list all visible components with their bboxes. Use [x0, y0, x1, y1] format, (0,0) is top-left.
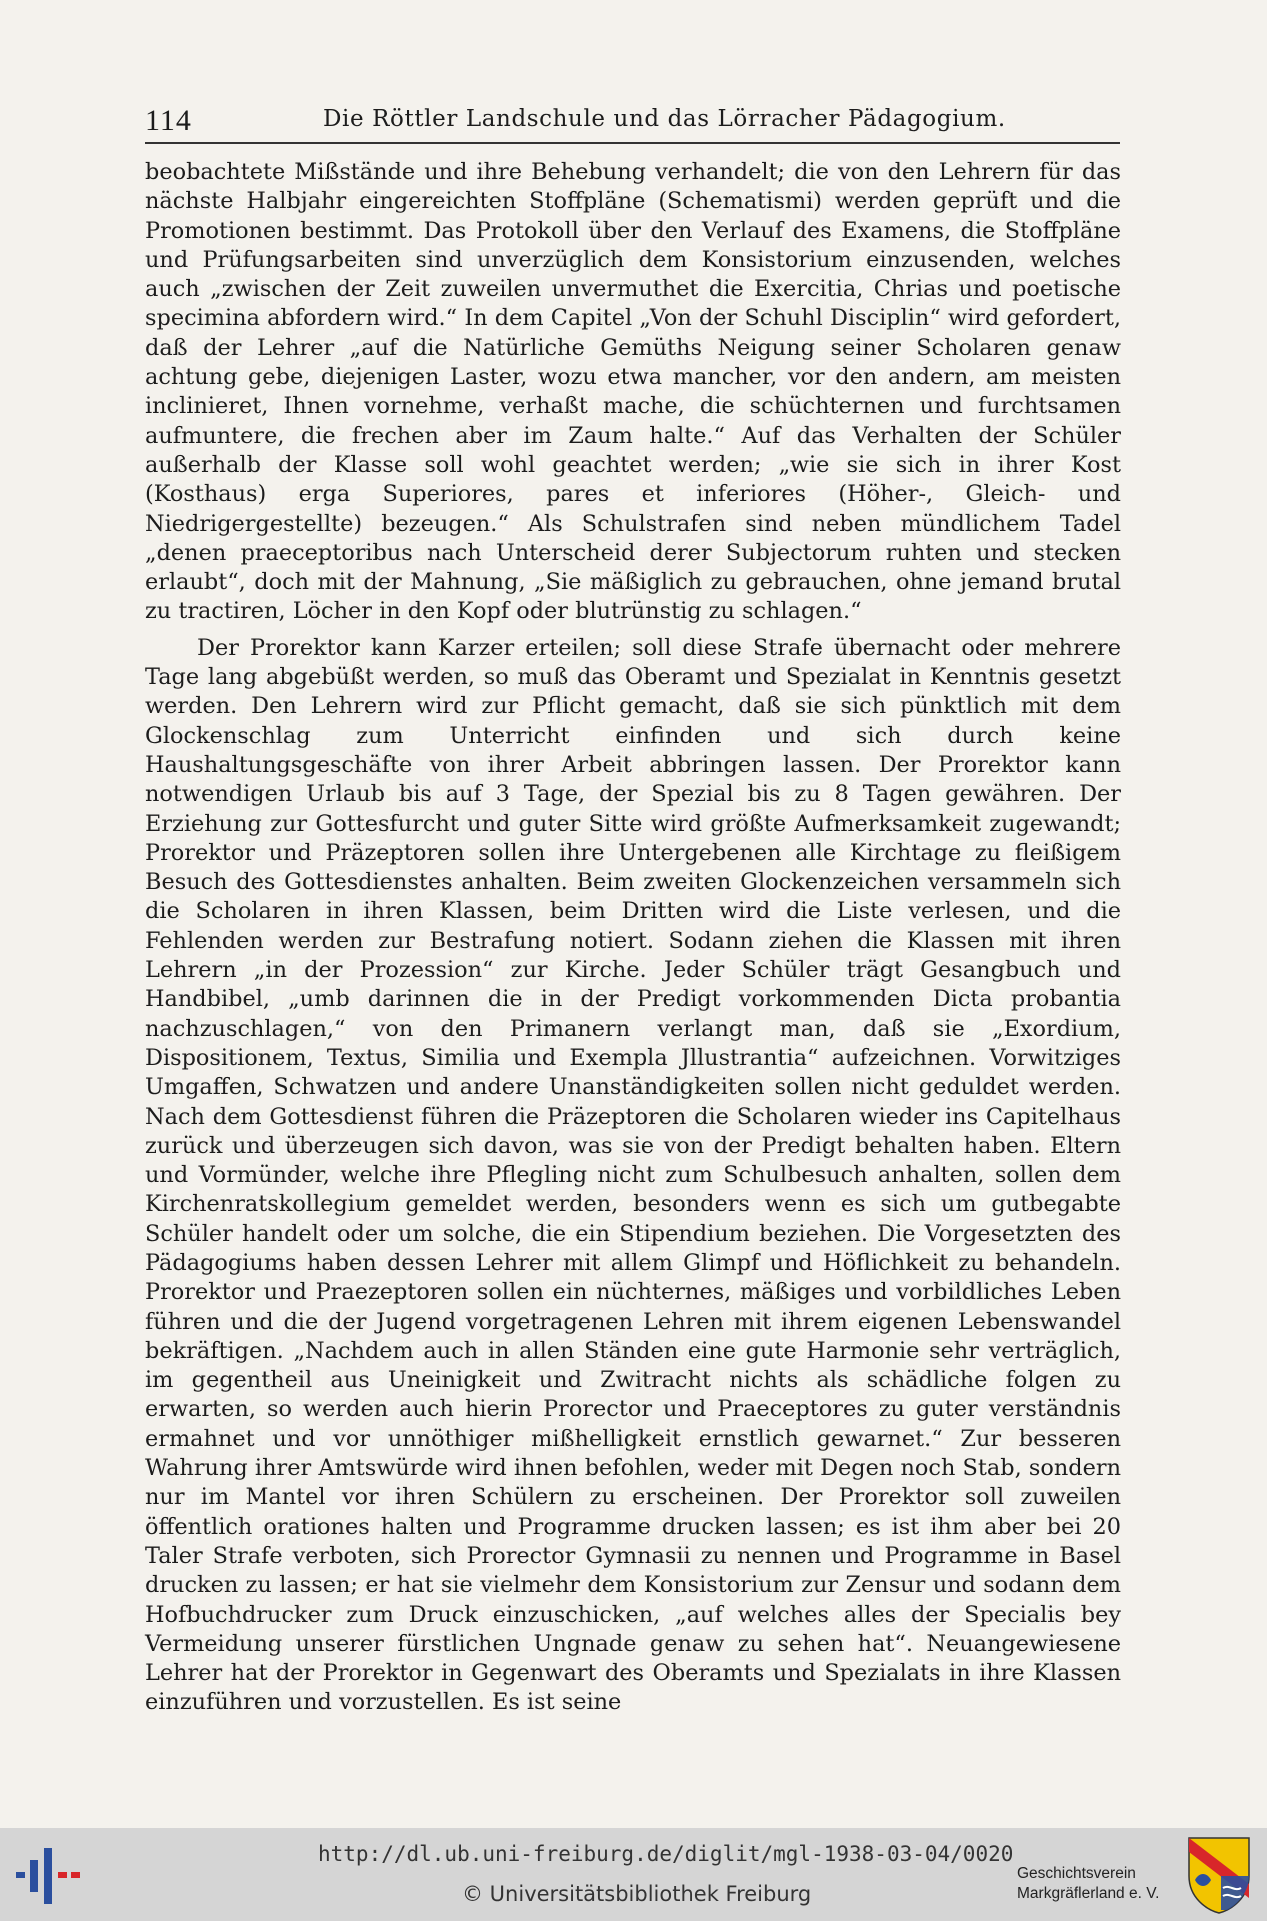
footer-url-link[interactable]: http://dl.ub.uni-freiburg.de/diglit/mgl-1938-03-04/0020: [318, 1842, 1014, 1866]
page-number: 114: [145, 104, 192, 137]
paragraph-1: beobachtete Mißstände und ihre Behebung verhandelt; die von den Lehrern für das nächste Halbjahr eingereichten Stoffpläne (Schematismi) werden geprüft und die Promotionen bestimmt. Das Protokoll über den Verlauf des Examens, die Stoffpläne und Prüfungsarbeiten sind unverzüglich dem Konsistorium einzusenden, welches auch „zwischen der Zeit zuweilen unvermuthet die Exercitia, Chrias und poetische specimina abfordern wird.“ In dem Capitel „Von der Schuhl Disciplin“ wird gefordert, daß der Lehrer „auf die Natürliche Gemüths Neigung seiner Scholaren genaw achtung gebe, diejenigen Laster, wozu etwa mancher, vor den andern, am meisten inclinieret, Ihnen vornehme, verhaßt mache, die schüchternen und furchtsamen aufmuntere, die frechen aber im Zaum halte.“ Auf das Verhalten der Schüler außerhalb der Klasse soll wohl geachtet werden; „wie sie sich in ihrer Kost (Kosthaus) erga Superiores, pares et inferiores (Höher-, Gleich- und Niedrigergestellte) bezeugen.“ Als Schulstrafen sind neben mündlichem Tadel „denen praeceptoribus nach Unterscheid derer Subjectorum ruhten und stecken erlaubt“, doch mit der Mahnung, „Sie mäßiglich zu gebrauchen, ohne jemand brutal zu tractiren, Löcher in den Kopf oder blutrünstig zu schlagen.“: [145, 159, 1121, 625]
body-text: [145, 158, 1121, 1718]
ub-freiburg-logo-icon: [14, 1848, 82, 1904]
society-crest-icon: [1187, 1836, 1251, 1914]
header-rule: [145, 142, 1120, 144]
society-line-1: Geschichtsverein: [1017, 1865, 1136, 1882]
society-line-2: Markgräflerland e. V.: [1017, 1885, 1160, 1902]
society-name: [1017, 1864, 1159, 1904]
page-header: [145, 100, 1120, 140]
footer-copyright: © Universitätsbibliothek Freiburg: [462, 1882, 812, 1906]
running-head: Die Röttler Landschule und das Lörracher Pädagogium.: [323, 106, 1006, 132]
footer-bar: [0, 1828, 1267, 1921]
paragraph-2: Der Prorektor kann Karzer erteilen; soll diese Strafe übernacht oder mehrere Tage lang abgebüßt werden, so muß das Oberamt und Spezialat in Kenntnis gesetzt werden. Den Lehrern wird zur Pflicht gemacht, daß sie sich pünktlich mit dem Glockenschlag zum Unterricht einfinden und sich durch keine Haushaltungsgeschäfte von ihrer Arbeit abbringen lassen. Der Prorektor kann notwendigen Urlaub bis auf 3 Tage, der Spezial bis zu 8 Tagen gewähren. Der Erziehung zur Gottesfurcht und guter Sitte wird größte Aufmerksamkeit zugewandt; Prorektor und Präzeptoren sollen ihre Untergebenen alle Kirchtage zu fleißigem Besuch des Gottesdienstes anhalten. Beim zweiten Glockenzeichen versammeln sich die Scholaren in ihren Klassen, beim Dritten wird die Liste verlesen, und die Fehlenden werden zur Bestrafung notiert. Sodann ziehen die Klassen mit ihren Lehrern „in der Prozession“ zur Kirche. Jeder Schüler trägt Gesangbuch und Handbibel, „umb darinnen die in der Predigt vorkommenden Dicta probantia nachzuschlagen,“ von den Primanern verlangt man, daß sie „Exordium, Dispositionem, Textus, Similia und Exempla Jllustrantia“ aufzeichnen. Vorwitziges Umgaffen, Schwatzen und andere Unanständigkeiten sollen nicht geduldet werden. Nach dem Gottesdienst führen die Präzeptoren die Scholaren wieder ins Capitelhaus zurück und überzeugen sich davon, was sie von der Predigt behalten haben. Eltern und Vormünder, welche ihre Pflegling nicht zum Schulbesuch anhalten, sollen dem Kirchenratskollegium gemeldet werden, besonders wenn es sich um gutbegabte Schüler handelt oder um solche, die ein Stipendium beziehen. Die Vorgesetzten des Pädagogiums haben dessen Lehrer mit allem Glimpf und Höflichkeit zu behandeln. Prorektor und Praezeptoren sollen ein nüchternes, mäßiges und vorbildliches Leben führen und die der Jugend vorgetragenen Lehren mit ihrem eigenen Lebenswandel bekräftigen. „Nachdem auch in allen Ständen eine gute Harmonie sehr verträglich, im gegentheil aus Uneinigkeit und Zwitracht nichts als schädliche folgen zu erwarten, so werden auch hierin Prorector und Praeceptores zu guter verständnis ermahnet und vor unnöthiger mißhelligkeit ernstlich gewarnet.“ Zur besseren Wahrung ihrer Amtswürde wird ihnen befohlen, weder mit Degen noch Stab, sondern nur im Mantel vor ihren Schülern zu erscheinen. Der Prorektor soll zuweilen öffentlich orationes halten und Programme drucken lassen; es ist ihm aber bei 20 Taler Strafe verboten, sich Prorector Gymnasii zu nennen und Programme in Basel drucken zu lassen; er hat sie vielmehr dem Konsistorium zur Zensur und sodann dem Hofbuchdrucker zum Druck einzuschicken, „auf welches alles der Specialis bey Vermeidung unserer fürstlichen Ungnade genaw zu sehen hat“. Neuangewiesene Lehrer hat der Prorektor in Gegenwart des Oberamts und Spezialats in ihre Klassen einzuführen und vorzustellen. Es ist seine: [145, 634, 1121, 1716]
